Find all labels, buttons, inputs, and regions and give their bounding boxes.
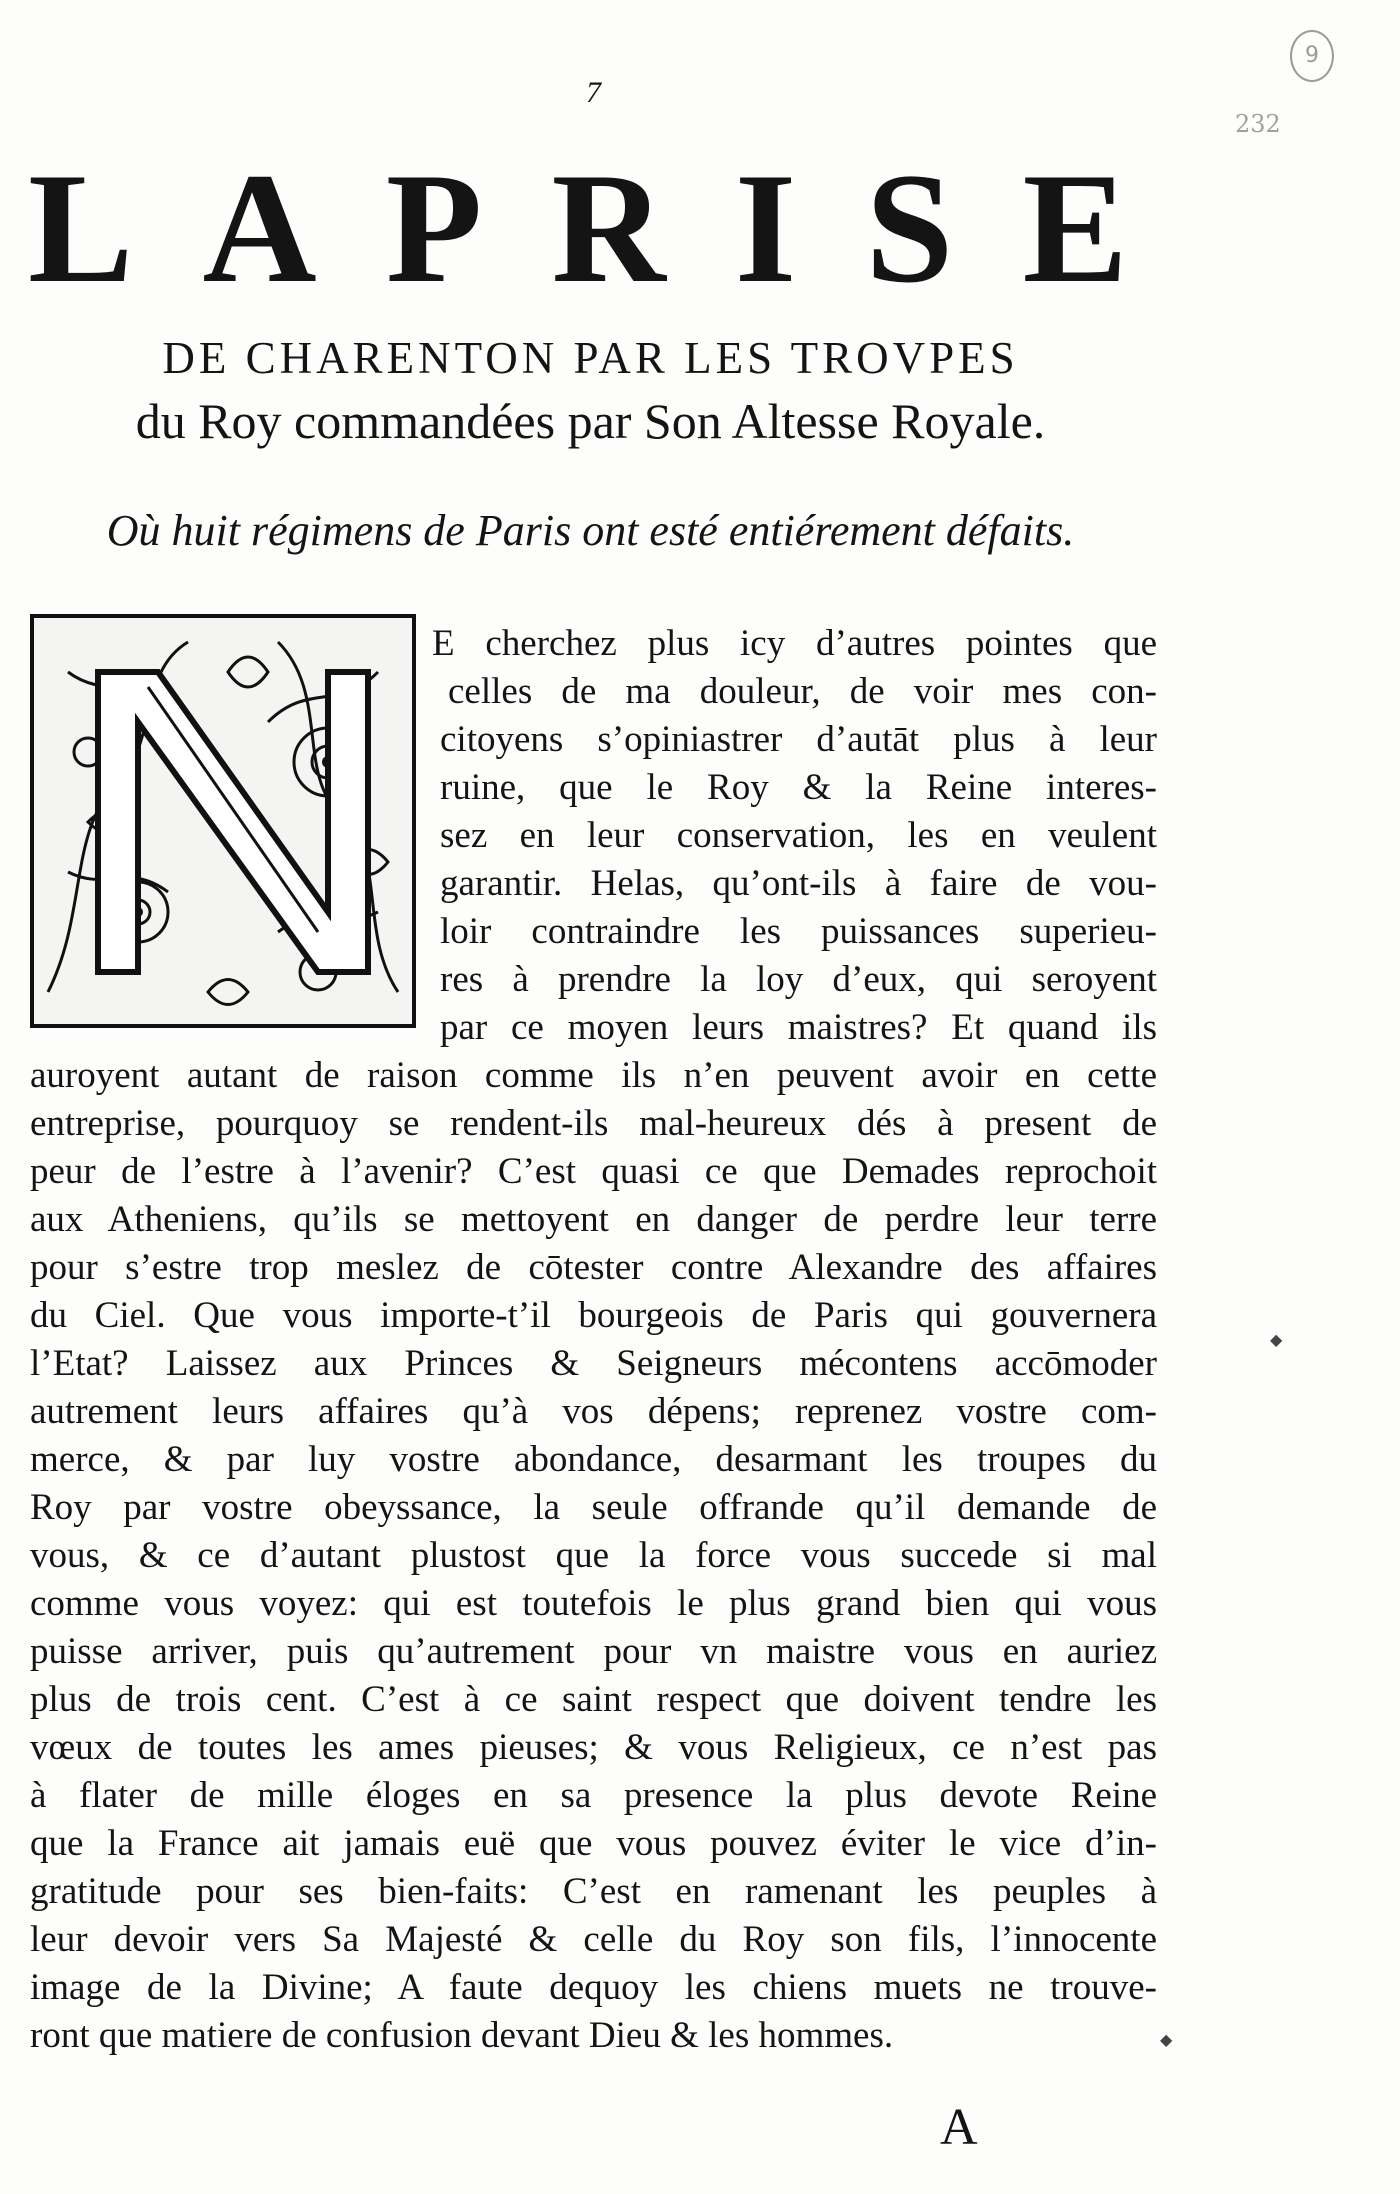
text-line: merce, & par luy vostre abondance, desarmant les troupes du bbox=[30, 1439, 1157, 1480]
text-line: entreprise, pourquoy se rendent-ils mal-heureux dés à present de bbox=[30, 1103, 1157, 1144]
text-line: loir contraindre les puissances superieu- bbox=[440, 911, 1157, 952]
main-title bbox=[28, 141, 1128, 316]
text-line: pour s’estre trop meslez de cōtester contre Alexandre des affaires bbox=[30, 1247, 1157, 1288]
title-letter: P bbox=[385, 141, 483, 316]
text-line: res à prendre la loy d’eux, qui seroyent bbox=[440, 959, 1157, 1000]
subtitle-line-1: DE CHARENTON PAR LES TROVPES bbox=[162, 333, 1019, 383]
title-letter: A bbox=[202, 141, 317, 316]
text-line: à flater de mille éloges en sa presence la plus devote Reine bbox=[30, 1775, 1157, 1816]
margin-dot: ◆ bbox=[1270, 1330, 1283, 1349]
title-letter: S bbox=[865, 141, 954, 316]
text-line: garantir. Helas, qu’ont-ils à faire de vou- bbox=[440, 863, 1157, 904]
page-number: 7 bbox=[586, 76, 601, 109]
text-line: autrement leurs affaires qu’à vos dépens; reprenez vostre com- bbox=[30, 1391, 1157, 1432]
ornamental-dropcap bbox=[28, 612, 418, 1030]
library-stamp: 9 bbox=[1290, 30, 1334, 82]
handwritten-note: 232 bbox=[1235, 110, 1281, 138]
text-line: vous, & ce d’autant plustost que la force vous succede si mal bbox=[30, 1535, 1157, 1576]
title-letter: I bbox=[734, 141, 797, 316]
text-line: auroyent autant de raison comme ils n’en peuvent avoir en cette bbox=[30, 1055, 1157, 1096]
subtitle-italic: Où huit régimens de Paris ont esté entiérement défaits. bbox=[106, 506, 1075, 555]
title-letter: R bbox=[551, 141, 666, 316]
text-line: Roy par vostre obeyssance, la seule offrande qu’il demande de bbox=[30, 1487, 1157, 1528]
text-line: E cherchez plus icy d’autres pointes que bbox=[432, 623, 1157, 664]
text-line: comme vous voyez: qui est toutefois le plus grand bien qui vous bbox=[30, 1583, 1157, 1624]
text-line: du Ciel. Que vous importe-t’il bourgeois de Paris qui gouvernera bbox=[30, 1295, 1157, 1336]
title-letter: L bbox=[28, 141, 134, 316]
text-line: citoyens s’opiniastrer d’autāt plus à leur bbox=[440, 719, 1157, 760]
text-line: aux Atheniens, qu’ils se mettoyent en danger de perdre leur terre bbox=[30, 1199, 1157, 1240]
text-line: vœux de toutes les ames pieuses; & vous Religieux, ce n’est pas bbox=[30, 1727, 1157, 1768]
title-letter: E bbox=[1022, 141, 1128, 316]
text-line: ruine, que le Roy & la Reine interes- bbox=[440, 767, 1157, 808]
text-line: par ce moyen leurs maistres? Et quand ils bbox=[440, 1007, 1157, 1048]
signature-mark: A bbox=[940, 2099, 978, 2156]
text-line: celles de ma douleur, de voir mes con- bbox=[448, 671, 1157, 712]
text-line: gratitude pour ses bien-faits: C’est en ramenant les peuples à bbox=[30, 1871, 1157, 1912]
margin-dot: ◆ bbox=[1160, 2030, 1173, 2049]
text-line: puisse arriver, puis qu’autrement pour vn maistre vous en auriez bbox=[30, 1631, 1157, 1672]
text-line: image de la Divine; A faute dequoy les chiens muets ne trouve- bbox=[30, 1967, 1157, 2008]
text-line: que la France ait jamais euë que vous pouvez éviter le vice d’in- bbox=[30, 1823, 1157, 1864]
subtitle-line-2: du Roy commandées par Son Altesse Royale. bbox=[135, 393, 1046, 449]
text-line: ront que matiere de confusion devant Dieu & les hommes. bbox=[30, 2015, 894, 2056]
text-line: plus de trois cent. C’est à ce saint respect que doivent tendre les bbox=[30, 1679, 1157, 1720]
text-line: l’Etat? Laissez aux Princes & Seigneurs mécontens accōmoder bbox=[30, 1343, 1157, 1384]
text-line: sez en leur conservation, les en veulent bbox=[440, 815, 1157, 856]
text-line: peur de l’estre à l’avenir? C’est quasi ce que Demades reprochoit bbox=[30, 1151, 1157, 1192]
text-line: leur devoir vers Sa Majesté & celle du Roy son fils, l’innocente bbox=[30, 1919, 1157, 1960]
